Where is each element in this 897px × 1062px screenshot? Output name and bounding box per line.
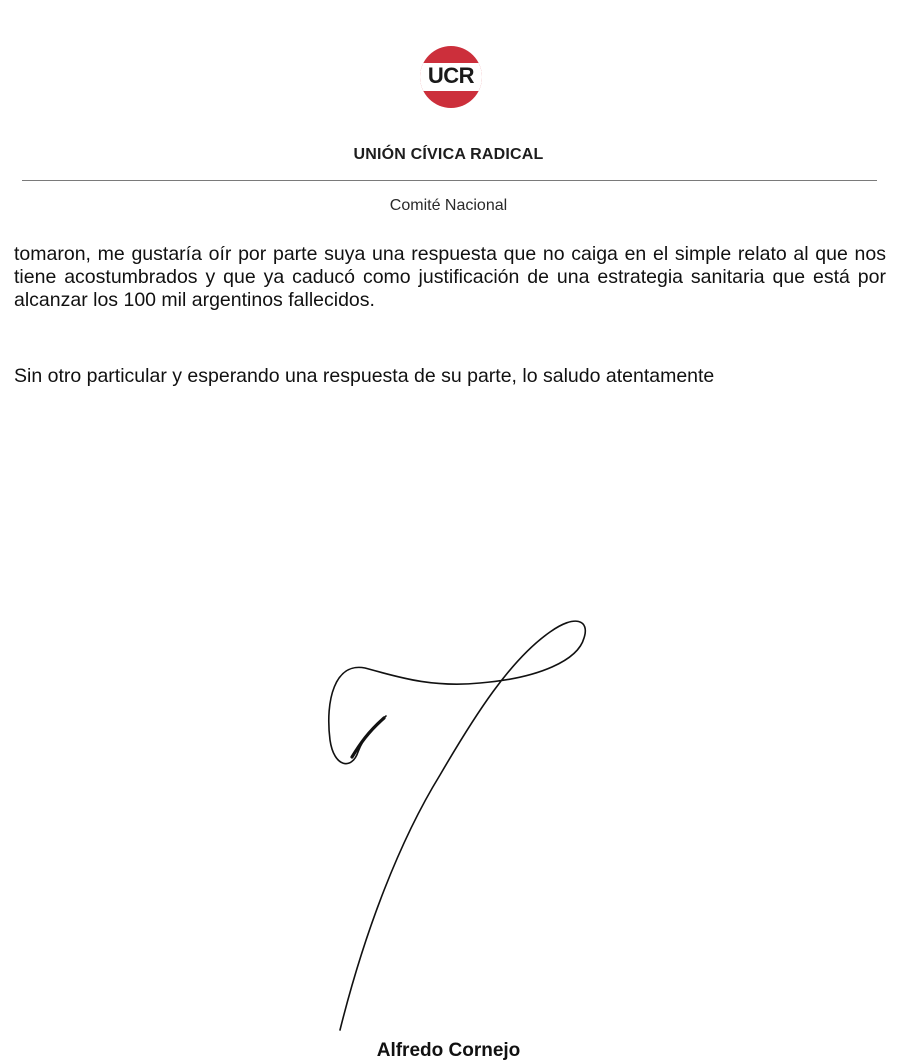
logo-text: UCR	[427, 63, 475, 88]
letter-paragraph: tomaron, me gustaría oír por parte suya una respuesta que no caiga en el simple relato al que nos tiene acostumbrados y que ya caducó como justificación de una estrategia sanitaria que está por alcanzar los 100 mil argentinos fallecidos.	[14, 243, 886, 311]
organization-name: UNIÓN CÍVICA RADICAL	[353, 146, 544, 163]
letterhead	[0, 0, 897, 230]
committee-name: Comité Nacional	[389, 197, 508, 214]
handwritten-signature	[300, 600, 600, 1040]
header-divider	[22, 180, 877, 181]
closing-paragraph: Sin otro particular y esperando una respuesta de su parte, lo saludo atentamente	[14, 365, 715, 387]
signer-name: Alfredo Cornejo	[376, 1040, 521, 1061]
signature-strokes	[300, 600, 600, 1040]
ucr-logo	[420, 42, 482, 112]
